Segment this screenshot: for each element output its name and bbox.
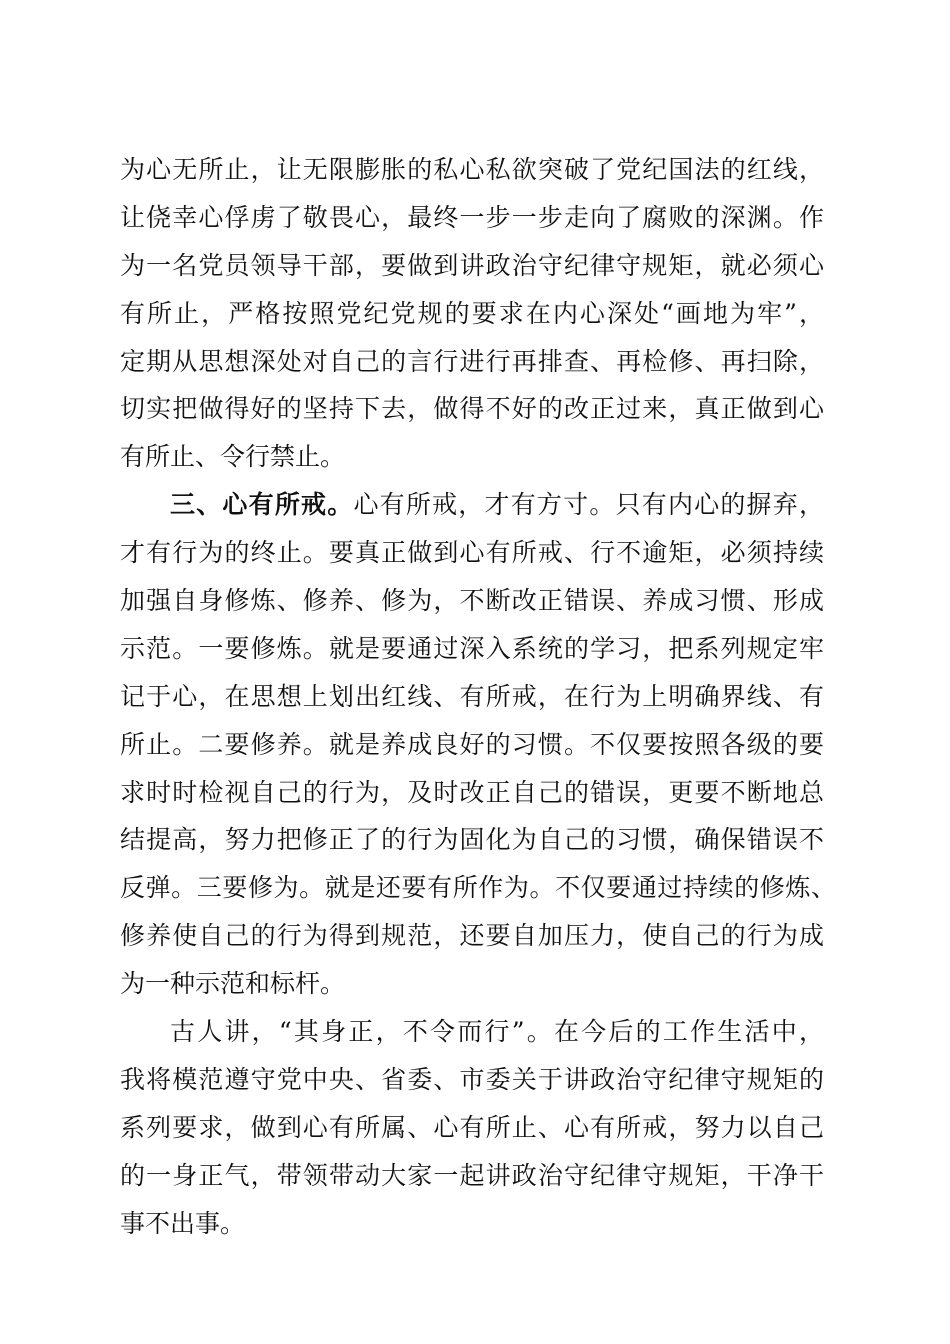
section-heading: 三、心有所戒。 (170, 490, 354, 520)
text-line: 为心无所止，让无限膨胀的私心私欲突破了党纪国法的红线， (120, 155, 824, 184)
text-line: 结提高，努力把修正了的行为固化为自己的习惯，确保错误不 (120, 825, 824, 855)
text-line: 系列要求，做到心有所属、心有所止、心有所戒，努力以自己 (120, 1112, 824, 1142)
text-line: 修养使自己的行为得到规范，还要自加压力，使自己的行为成 (120, 921, 824, 951)
text-line: 为一名党员领导干部，要做到讲政治守纪律守规矩，就必须心 (120, 250, 824, 280)
text-line: 让侥幸心俘虏了敬畏心，最终一步一步走向了腐败的深渊。作 (120, 202, 824, 232)
paragraph-2 (120, 481, 836, 1008)
text-line: 求时时检视自己的行为，及时改正自己的错误，更要不断地总 (120, 777, 824, 807)
text-line: 所止。二要修养。就是养成良好的习惯。不仅要按照各级的要 (120, 729, 824, 759)
text-line: 的一身正气，带领带动大家一起讲政治守纪律守规矩，干净干 (120, 1160, 824, 1190)
text-line: 示范。一要修炼。就是要通过深入系统的学习，把系列规定牢 (120, 633, 824, 663)
text-line: 才有行为的终止。要真正做到心有所戒、行不逾矩，必须持续 (120, 538, 824, 568)
text-line: 切实把做得好的坚持下去，做得不好的改正过来，真正做到心 (120, 394, 824, 424)
text-line: 加强自身修炼、修养、修为，不断改正错误、养成习惯、形成 (120, 586, 824, 616)
text-line: 事不出事。 (120, 1208, 246, 1238)
text-line: 有所止、令行禁止。 (120, 442, 346, 472)
text-line: 古人讲，“其身正，不令而行”。在今后的工作生活中， (170, 1017, 824, 1047)
text-line: 记于心，在思想上划出红线、有所戒，在行为上明确界线、有 (120, 681, 824, 711)
text-line: 我将模范遵守党中央、省委、市委关于讲政治守纪律守规矩的 (120, 1064, 824, 1094)
text-line: 有所止，严格按照党纪党规的要求在内心深处“画地为牢”， (120, 298, 824, 328)
document-body (120, 146, 836, 1247)
paragraph-1 (120, 146, 830, 481)
text-span: 心有所戒，才有方寸。只有内心的摒弃， (353, 490, 824, 520)
text-line: 为一种示范和标杆。 (120, 969, 346, 999)
paragraph-3 (120, 1008, 830, 1247)
text-line (120, 481, 824, 529)
text-line: 反弹。三要修为。就是还要有所作为。不仅要通过持续的修炼、 (120, 873, 836, 903)
text-line: 定期从思想深处对自己的言行进行再排查、再检修、再扫除， (120, 346, 824, 376)
